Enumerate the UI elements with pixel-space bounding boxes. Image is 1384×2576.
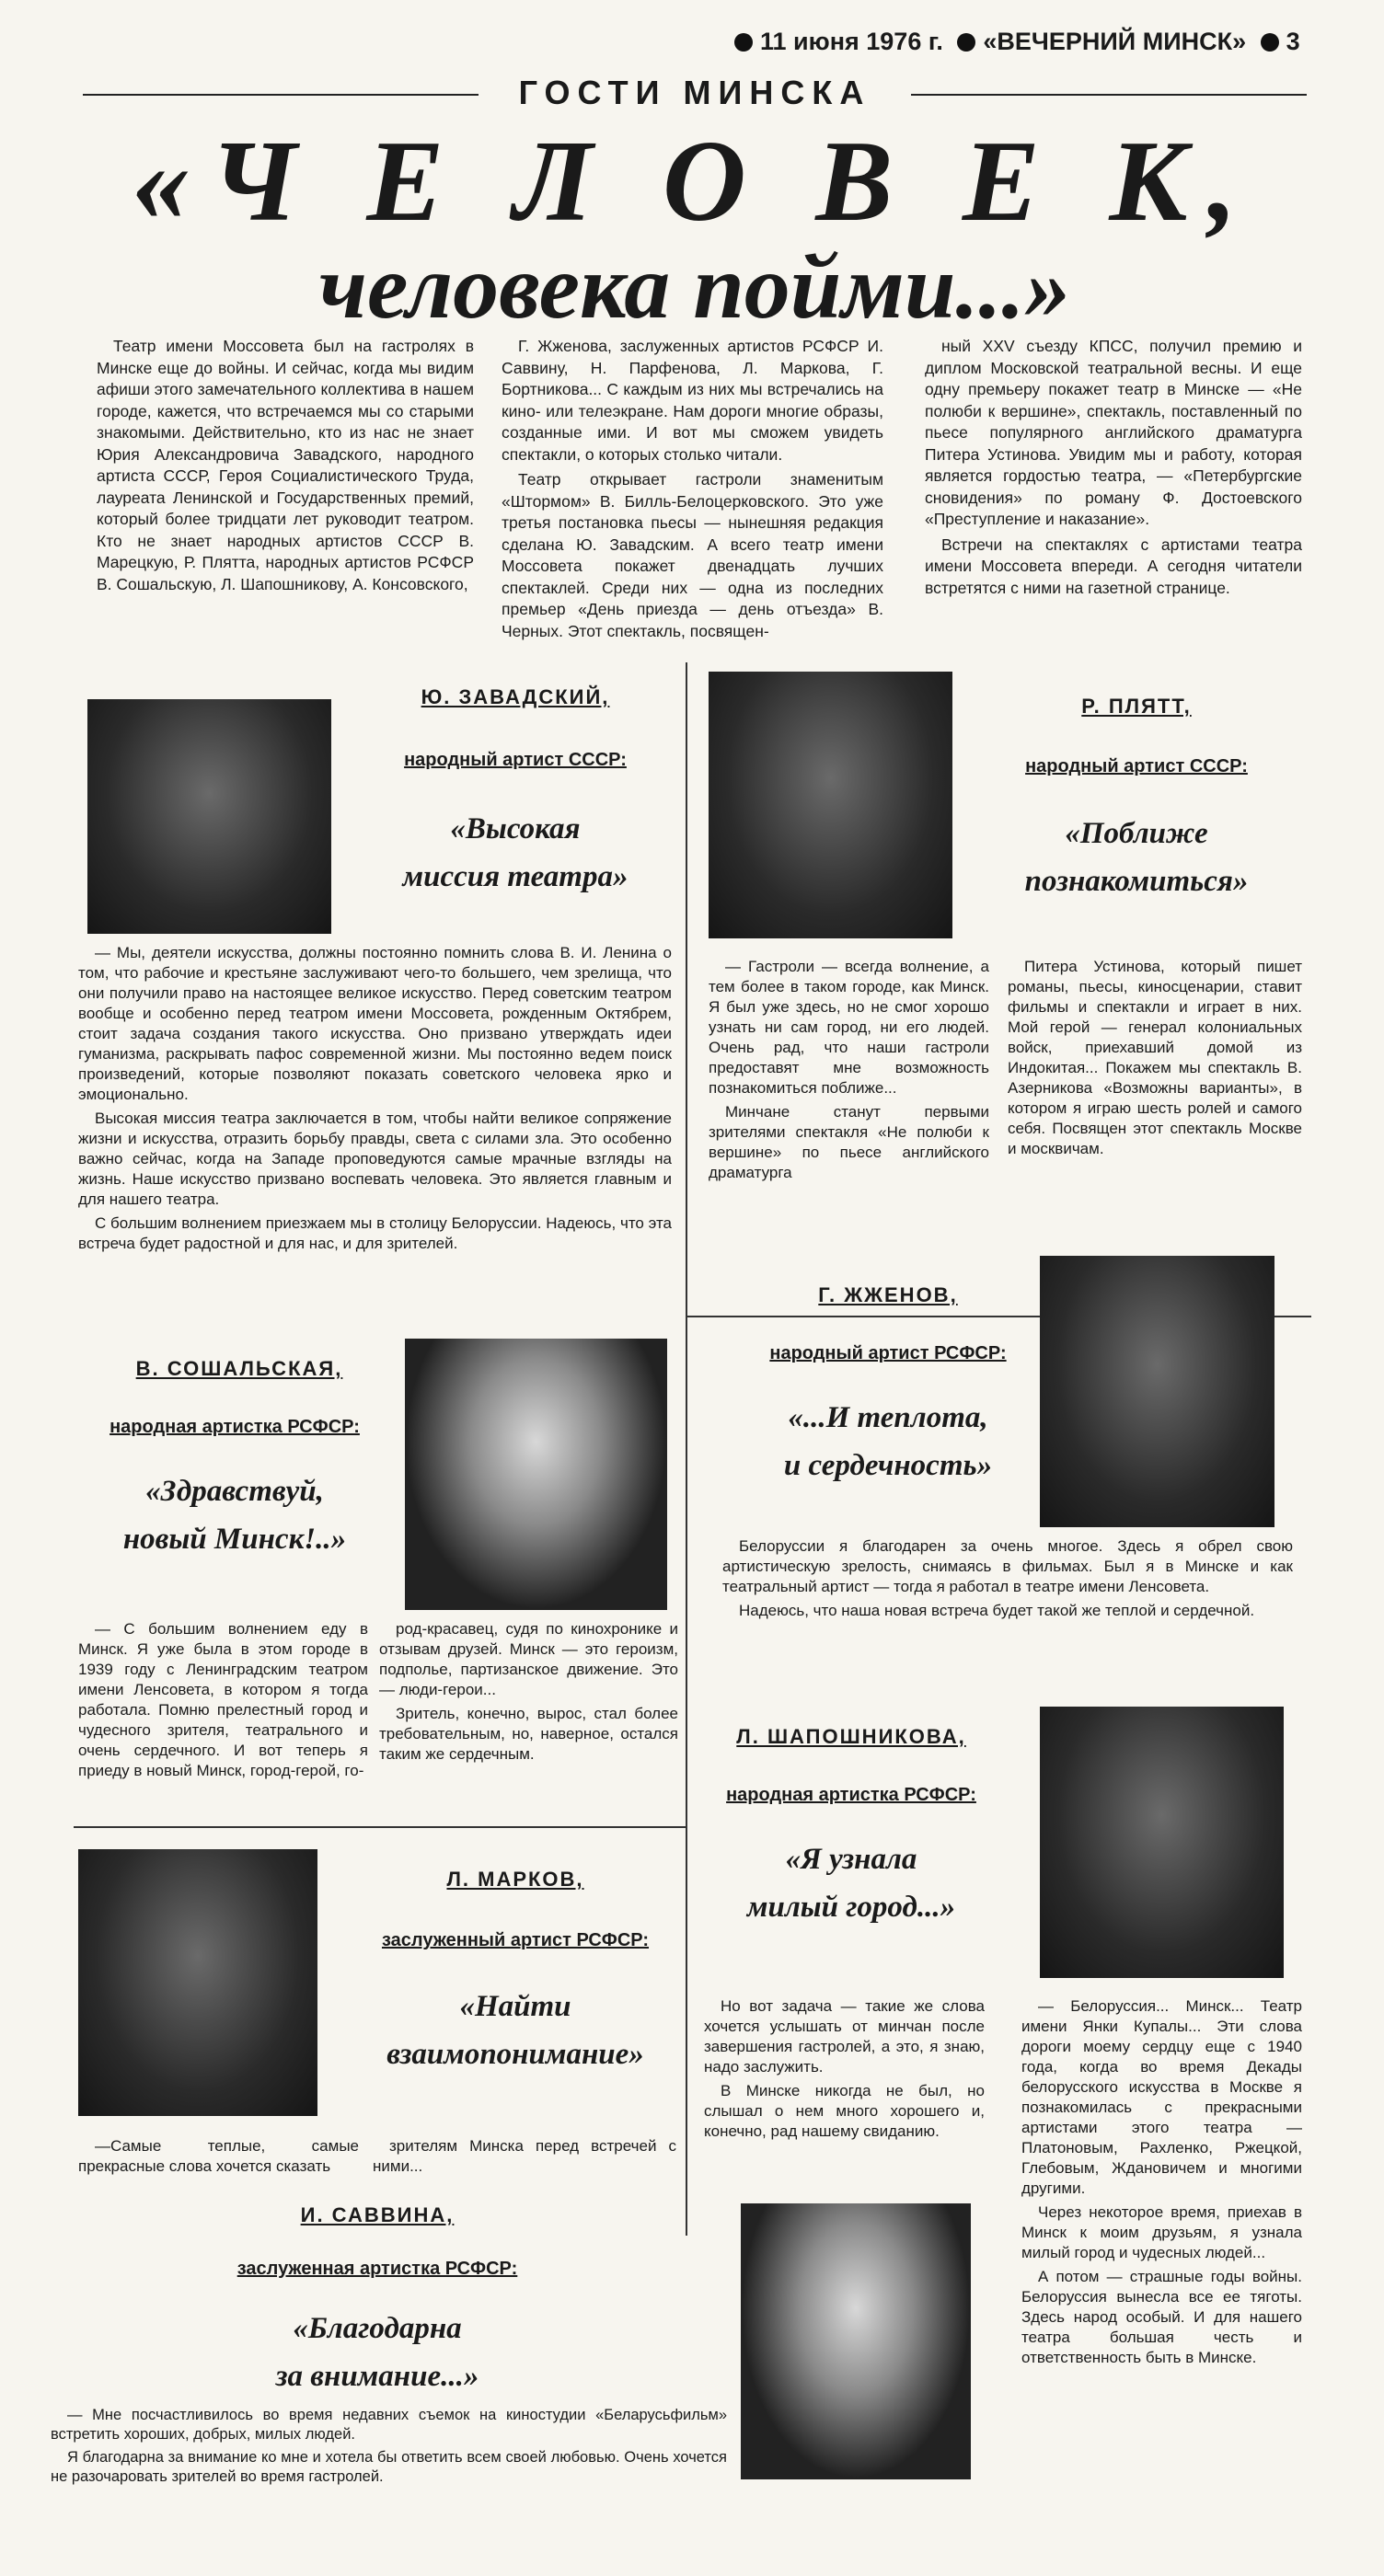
zavadsky-rank: народный артист СССР: [404,750,627,770]
zhzhenov-name: Г. ЖЖЕНОВ, [818,1283,958,1306]
markov-text-continued: Но вот задача — такие же слова хочется услышать от минчан после завершения гастролей, а это, я знаю, надо заслужить. В Минске никогда не был, но слышал о нем много хорошего и, конечно, рад нашему свиданию. [704,1997,985,2140]
masthead-date: 11 июня 1976 г. [760,28,943,55]
intro-column-2: Г. Жженова, заслуженных артистов РСФСР И. Саввину, Н. Парфенова, Л. Маркова, Г. Бортникова... С каждым из них мы встречались на кино- или телеэкране. Нам дороги многие образы, созданные ими. И вот мы сможем увидеть спектакли, о которых столько читали. Театр открывает гастроли знаменитым «Штормом» В. Билль-Белоцерковского. Это уже третья постановка пьесы — нынешняя редакция сделана Ю. Завадским. А всего театр имени Моссовета покажет двенадцать лучших спектаклей. Среди них — одна из последних премьер «День приезда — день отъезда» В. Черных. Этот спектакль, посвящен- [502,337,883,640]
intro-column-3: ный XXV съезду КПСС, получил премию и диплом Московской театральной весны. И еще одну премьеру покажет театр в Минске — «Не полюби к вершине», спектакль, поставленный по пьесе популярного английского драматурга Питера Устинова. Увидим мы и работу, которая является гордостью театра, — «Петербургские сновидения» по роману Ф. Достоевского «Преступление и наказание». Встречи на спектаклях с артистами театра имени Моссовета впереди. А сегодня читатели встретятся с ними на газетной странице. [925,337,1302,597]
plyatt-rank: народный артист СССР: [1025,756,1248,776]
plyatt-text-left: — Гастроли — всегда волнение, а тем более в таком городе, как Минск. Я был уже здесь, но не смог хорошо узнать ни сам город, ни его людей. Очень рад, что наши гастроли предоставят мне возможность познакомиться поближе... Минчане станут первыми зрителями спектакля «Не полюби к вершине» по пьесе английского драматурга [709,958,989,1181]
markov-name: Л. МАРКОВ, [446,1868,584,1891]
shaposhnikova-photo [1040,1707,1284,1978]
rubric: ГОСТИ МИНСКА [83,74,1307,112]
plyatt-photo [709,672,952,938]
savvina-name: И. САВВИНА, [300,2203,455,2226]
zavadsky-name: Ю. ЗАВАДСКИЙ, [421,685,610,708]
shaposhnikova-headline: «Я узнала милый город...» [746,1843,956,1924]
column-divider [686,662,687,2236]
shaposhnikova-name: Л. ШАПОШНИКОВА, [736,1725,966,1748]
masthead-paper: «ВЕЧЕРНИЙ МИНСК» [983,28,1247,55]
shaposhnikova-text: — Белоруссия... Минск... Театр имени Янки Купалы... Эти слова дороги моему сердцу еще с 1940 года, когда во время Декады белорусского искусства в Москве я познакомилась с прекрасными артистами этого театра — Платоновым, Рахленко, Ржецкой, Глебовым, Ждановичем и многими другими. Через некоторое время, приехав в Минск к моим друзьям, я узнала милый город и чудесных людей... А потом — страшные годы войны. Белоруссия вынесла все ее тяготы. Здесь народ особый. И для нашего театра большая честь и ответственность быть в Минске. [1021,1997,1302,2366]
zavadsky-headline: «Высокая миссия театра» [402,812,629,893]
plyatt-name: Р. ПЛЯТТ, [1081,695,1192,718]
soshalskaya-photo [405,1339,667,1610]
page-title-line1: «Ч Е Л О В Е К, [132,118,1258,246]
soshalskaya-headline: «Здравствуй, новый Минск!..» [122,1475,347,1556]
savvina-headline: «Благодарна за внимание...» [275,2312,479,2393]
bullet-icon [734,33,753,52]
zavadsky-photo [87,699,331,934]
soshalskaya-text-left: — С большим волнением еду в Минск. Я уже была в этом городе в 1939 году с Ленинградским театром имени Ленсовета, в котором я тогда работала. Помню прелестный город и чудесного зрителя, театрального и очень сердечного. И вот теперь я приеду в новый Минск, город-герой, го- [78,1620,368,1779]
savvina-text: — Мне посчастливилось во время недавних съемок на киностудии «Беларусьфильм» встретить хороших, добрых, милых людей. Я благодарна за внимание ко мне и хотела бы ответить всем своей любовью. Очень хочется не разочаровать зрителей во время гастролей. [51,2407,727,2485]
savvina-photo [741,2203,971,2479]
markov-text-left: —Самые теплые, самые прекрасные слова хочется сказать [78,2137,359,2175]
masthead [727,28,1371,56]
zhzhenov-rank: народный артист РСФСР: [769,1343,1007,1363]
markov-photo [78,1849,317,2116]
intro-column-1: Театр имени Моссовета был на гастролях в Минске еще до войны. И сейчас, когда мы видим афиши этого замечательного коллектива в нашем городе, кажется, что встречаемся мы со старыми знакомыми. Действительно, кто из нас не знает Юрия Александровича Завадского, народного артиста СССР, Героя Социалистического Труда, лауреата Ленинской и Государственных премий, который более тридцати лет руководит театром. Кто не знает народных артистов СССР В. Марецкую, Р. Плятта, народных артистов РСФСР В. Сошальскую, Л. Шапошникову, А. Консовского, [97,337,474,593]
zhzhenov-headline: «...И теплота, и сердечность» [783,1401,993,1482]
plyatt-text-right: Питера Устинова, который пишет романы, пьесы, киносценарии, ставит фильмы и спектакли и играет в них. Мой герой — генерал колониальных войск, приехавший домой из Индокитая... Покажем мы спектакль В. Азерникова «Возможны варианты», в котором я играю шесть ролей и самого себя. Посвящен этот спектакль Москве и москвичам. [1008,958,1302,1157]
markov-headline: «Найти взаимопонимание» [386,1990,644,2071]
soshalskaya-text-right: род-красавец, судя по кинохронике и отзывам друзей. Минск — это героизм, подполье, партизанское движение. Это — люди-герои... Зритель, конечно, вырос, стал более требовательным, но, наверное, остался таким же сердечным. [379,1620,678,1763]
plyatt-headline: «Поближе познакомиться» [1024,817,1249,898]
soshalskaya-rank: народная артистка РСФСР: [110,1417,360,1437]
markov-rank: заслуженный артист РСФСР: [381,1930,650,1950]
shaposhnikova-rank: народная артистка РСФСР: [726,1785,976,1805]
markov-text-right: зрителям Минска перед встречей с ними... [373,2137,676,2175]
zhzhenov-text: Белоруссии я благодарен за очень многое. Здесь я обрел свою артистическую зрелость, снимаясь в фильмах. Был я в Минске и как театральный артист — тогда я работал в театре имени Ленсовета. Надеюсь, что наша новая встреча будет такой же теплой и сердечной. [722,1537,1293,1619]
masthead-page: 3 [1286,28,1300,55]
section-divider [74,1826,686,1828]
bullet-icon [957,33,975,52]
savvina-rank: заслуженная артистка РСФСР: [236,2259,518,2279]
soshalskaya-name: В. СОШАЛЬСКАЯ, [135,1357,343,1380]
bullet-icon [1261,33,1279,52]
page-title-line2: человека пойми...» [318,236,1071,338]
zhzhenov-photo [1040,1256,1274,1527]
zavadsky-text: — Мы, деятели искусства, должны постоянно помнить слова В. И. Ленина о том, что рабочие и крестьяне заслуживают чего-то большего, чем зрелища, что они получили право на настоящее великое искусство. Перед советским театром вообще и особенно перед театром имени Моссовета, рожденным Октябрем, стоит задача создания такого искусства. Оно призвано утверждать идеи гуманизма, раскрывать пафос современной жизни. Мы постоянно ведем поиск произведений, которые позволяют показать советского человека ярко и эмоционально. Высокая миссия театра заключается в том, чтобы найти великое сопряжение жизни и искусства, отразить борьбу правды, света с силами зла. Это особенно важно сейчас, когда на Западе проповедуются самые мрачные взгляды на жизнь. Наше искусство призвано воспевать человека. Это является главным и для нашего театра. С большим волнением приезжаем мы в столицу Белоруссии. Надеюсь, что эта встреча будет радостной и для нас, и для зрителей. [78,944,672,1252]
